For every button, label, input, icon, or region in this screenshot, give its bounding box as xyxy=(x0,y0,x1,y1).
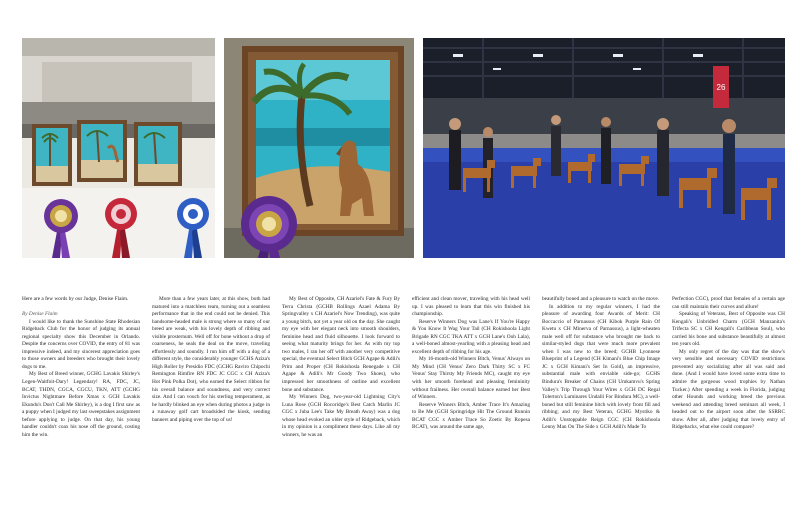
ring-number-banner xyxy=(713,66,729,108)
article-paragraph: My Best of Opposite, CH Azariel's Fate & Fury By Terra Christa (GCHB Rollings Azael Adama By Springvalley x CH Azariel's Now Trending), was quite a young bitch, not yet a year old on the day. She caught my eye with her elegant neck into smooth shoulders, feminine head and fluid silhouette. I look forward to seeing what maturity brings for her. As with my top two males, I ran her off with another very competitive special, the eventual Select Bitch GCH Agape & Adili's Prim and Proper (CH Rokishosla Renegade x CH Agape & Adili's Mr Goody Two Shoes), who impressed her smoothness of outline and excellent bone and substance. xyxy=(282,296,400,393)
article-paragraph: Perfection CGC), proof that females of a certain age can still maintain their curves and allure! xyxy=(672,296,785,310)
article-paragraph: I would like to thank the Sunshine State Rhodesian Ridgeback Club for the honor of judging its annual regional specialty show this December in Orlando. Despite the concerns over COVID, the entry of 81 was impressive indeed, and my sincerest appreciation goes to those owners and breeders who brought their lovely dogs to me. xyxy=(22,318,140,370)
byline: By Denise Flaim xyxy=(22,311,58,318)
article-paragraph: efficient and clean mover, traveling with his head well up. I was pleased to learn that this win finished his championship. xyxy=(412,296,530,318)
ring-number-text: 26 xyxy=(716,83,726,92)
article-paragraph: My 16-month-old Winners Bitch, Venus' Always on My Mind (CH Venus' Zero Dark Thirty SC x FC Venus' Stay Thirsty My Friends MC), caught my eye with her smooth forehead and pleasing femininity without frailness. Her overall balance earned her Best of Winners. xyxy=(412,356,530,401)
photo-wood-trophy xyxy=(224,38,414,258)
article-paragraph: In addition to my regular winners, I had the pleasure of awarding four Awards of Merit: CH Boccaccio of Parnassus (CH Kibok Purple Rain Of Kwetu x CH Minerva of Parnassus), a light-wheaten male well off for substance who brought me back to similar-styled dogs that were much more prevalent when I was new to the breed; GCHB Lyonnese Blueprint of a Legend (CH Kimani's Blue Chip Image JC x GCH Kimani's Set In Gold), an impressive, substantial male with enviable side-go; GCHS Bindura's Breaker of Chains (CH Umkamvu's Spring Valley's Trip Through Your Wires x GCH DC Regal Tolerton's Luminares Undalli For Bindura MC), a well-boned but still feminine bitch with lovely front fill and ribbing; and my Best Veteran, GCHG Mystiko & Adili's Unstoppable Reign CGC (CH Rokishoola Lenny Man On The Side x GCH Adili's Made To xyxy=(542,303,660,431)
article-paragraph: Reserve Winners Bitch, Amber Trace It's Amazing to Be Me (GCH Springridge Hit The Ground Runnin BCAT CGC x Amber Trace So Zoetic By Ropesa BCAT), was around the same age, xyxy=(412,401,530,431)
article-paragraph: beautifully boned and a pleasure to watch on the move. xyxy=(542,296,660,302)
trophy-table-illustration xyxy=(22,38,215,258)
trophy-plaque xyxy=(134,122,182,186)
text-column-1 xyxy=(22,296,140,439)
article-paragraph: More than a few years later, at this show, both had matured into a matchless team, turning out a seamless performance that in the end could not be denied. This handsome-headed male is strong where so many of our breed are weak, with his lovely depth of ribbing and visible prosternum. Well off for bone without a drop of coarseness, he seals the deal on the move, traveling effortlessly and soundly. I run him off with a dog of a different style, the considerably younger GCHS Aziza's High Roller by Presidio FDC (GCHG Raviro Chipochi Remington Rimfire RN FDC JC CGC x CH Aziza's Hot Pink Polka Dot), who earned the Select ribbon for his overall balance and soundness, and very correct size. And I can vouch for his sterling temperament, as he hardly blinked an eye when during photos a judge in a runaway golf cart broadsided the kiosk, sending banners and piping over the top of us! xyxy=(152,296,270,423)
article-paragraph: My Best of Breed winner, GCHG Lavakis Shirley's Legen-Waitfoit-Dary! Legendary! RA, FDC, JC, BCAT, THDN, CGCA, CGCU, TKN, ATT (GCHG Invictus Nightmare Before Xmas x GCH Lavakis Ekundu's Don't Call Me Shirley), is a dog I first saw as a puppy when I judged my last sweepstakes assignment before applying to judge. On that day, his young handler couldn't coax his nose off the ground, costing him the win. xyxy=(22,371,140,438)
text-column-2 xyxy=(152,296,270,424)
text-column-3 xyxy=(282,296,400,439)
wood-trophy-illustration xyxy=(224,38,414,258)
photo-trophy-table xyxy=(22,38,215,258)
article-paragraph: Speaking of Veterans, Best of Opposite was CH Kengali's Unbridled Charm (GCH Manzanita's Trifecta SC x CH Kengali's Caribbean Soul), who carried his bone and substance beautifully at almost ten years old. xyxy=(672,311,785,348)
article-paragraph: My Winners Dog, two-year-old Lightning City's Luna Rose (GCH Rocoridge's Best Catch Marlin JC CGC x Juba Lee's Take My Breath Away) was a dog whose head evoked an older style of Ridgeback, which in my opinion is a compliment these days. Like all my winners, he was an xyxy=(282,394,400,438)
text-column-4 xyxy=(412,296,530,432)
photo-show-ring xyxy=(423,38,785,258)
intro-paragraph: Here are a few words by our Judge, Denise Flaim. xyxy=(22,296,129,302)
trophy-plaque xyxy=(77,120,127,182)
article-paragraph: Reserve Winners Dog was Lane's If You're Happy & You Know It Wag Your Tail (CH Rokishoola Light Brigade RN CGC TKA ATT x GCH Lane's Ooh Lala), a well-boned almost-yearling with a pleasing head and excellent depth of ribbing for his age. xyxy=(412,318,530,355)
show-ring-illustration xyxy=(423,38,785,258)
text-column-6 xyxy=(672,296,785,432)
text-column-5 xyxy=(542,296,660,432)
article-paragraph: My only regret of the day was that the show's very sensible and necessary COVID restrictions prevented any socializing after all was said and done. (And I would have loved some extra time to admire the gorgeous wood trophies by Nathan Tucker.) After spending a week in Florida, judging other Hounds and working breed the previous weekend and attending breed seminars all week, I headed out to the airport soon after the SSRRC show. After all, after judging that lovely entry of Ridgebacks, what else could compare? xyxy=(672,348,785,431)
trophy-plaque xyxy=(32,124,72,186)
